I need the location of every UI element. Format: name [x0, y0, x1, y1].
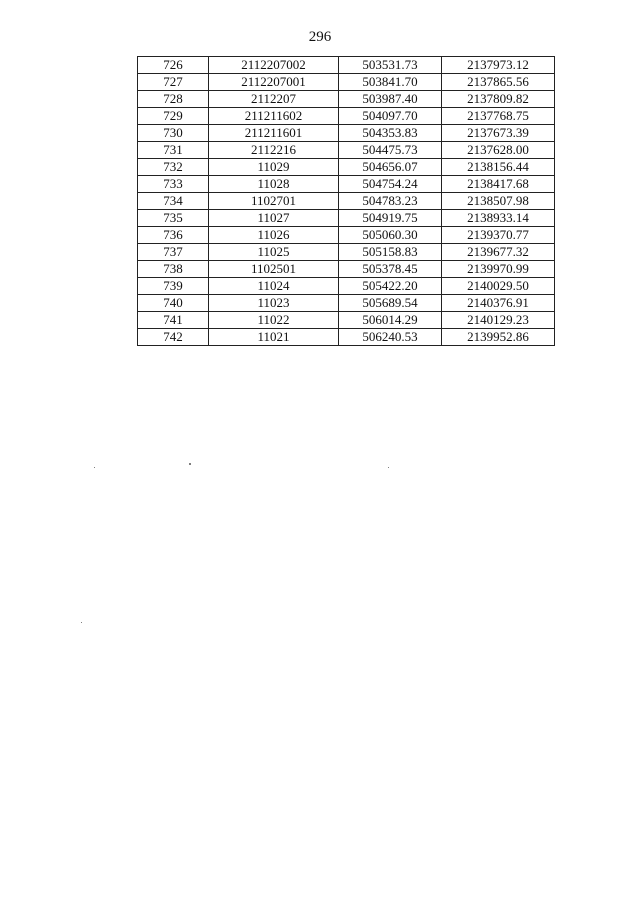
point-code-cell: 1102501 — [209, 261, 339, 278]
point-code-cell: 211211601 — [209, 125, 339, 142]
x-coordinate-cell: 503531.73 — [339, 57, 442, 74]
table-row — [138, 312, 555, 329]
x-coordinate-cell: 505689.54 — [339, 295, 442, 312]
scan-speck — [388, 467, 389, 468]
scan-speck — [81, 622, 82, 623]
table-row — [138, 57, 555, 74]
point-number-cell: 736 — [138, 227, 209, 244]
x-coordinate-cell: 504475.73 — [339, 142, 442, 159]
x-coordinate-cell: 504353.83 — [339, 125, 442, 142]
point-number-cell: 729 — [138, 108, 209, 125]
point-number-cell: 742 — [138, 329, 209, 346]
y-coordinate-cell: 2139677.32 — [442, 244, 555, 261]
table-row — [138, 74, 555, 91]
table-row — [138, 210, 555, 227]
point-code-cell: 2112207002 — [209, 57, 339, 74]
point-code-cell: 2112216 — [209, 142, 339, 159]
point-code-cell: 11026 — [209, 227, 339, 244]
x-coordinate-cell: 504097.70 — [339, 108, 442, 125]
y-coordinate-cell: 2137973.12 — [442, 57, 555, 74]
table-row — [138, 329, 555, 346]
point-code-cell: 11022 — [209, 312, 339, 329]
y-coordinate-cell: 2138156.44 — [442, 159, 555, 176]
table-row — [138, 193, 555, 210]
point-code-cell: 11027 — [209, 210, 339, 227]
x-coordinate-cell: 504656.07 — [339, 159, 442, 176]
x-coordinate-cell: 503987.40 — [339, 91, 442, 108]
point-number-cell: 738 — [138, 261, 209, 278]
x-coordinate-cell: 506014.29 — [339, 312, 442, 329]
y-coordinate-cell: 2140129.23 — [442, 312, 555, 329]
x-coordinate-cell: 503841.70 — [339, 74, 442, 91]
point-number-cell: 733 — [138, 176, 209, 193]
point-code-cell: 1102701 — [209, 193, 339, 210]
table-row — [138, 159, 555, 176]
point-number-cell: 730 — [138, 125, 209, 142]
y-coordinate-cell: 2137809.82 — [442, 91, 555, 108]
table-row — [138, 244, 555, 261]
y-coordinate-cell: 2138417.68 — [442, 176, 555, 193]
point-number-cell: 726 — [138, 57, 209, 74]
x-coordinate-cell: 504919.75 — [339, 210, 442, 227]
point-code-cell: 11023 — [209, 295, 339, 312]
y-coordinate-cell: 2137768.75 — [442, 108, 555, 125]
point-code-cell: 2112207001 — [209, 74, 339, 91]
point-number-cell: 741 — [138, 312, 209, 329]
y-coordinate-cell: 2140029.50 — [442, 278, 555, 295]
point-number-cell: 728 — [138, 91, 209, 108]
point-number-cell: 734 — [138, 193, 209, 210]
table-row — [138, 261, 555, 278]
y-coordinate-cell: 2139952.86 — [442, 329, 555, 346]
point-code-cell: 2112207 — [209, 91, 339, 108]
y-coordinate-cell: 2137673.39 — [442, 125, 555, 142]
point-number-cell: 739 — [138, 278, 209, 295]
point-code-cell: 11028 — [209, 176, 339, 193]
y-coordinate-cell: 2140376.91 — [442, 295, 555, 312]
table-row — [138, 142, 555, 159]
y-coordinate-cell: 2138507.98 — [442, 193, 555, 210]
x-coordinate-cell: 505422.20 — [339, 278, 442, 295]
point-number-cell: 735 — [138, 210, 209, 227]
point-code-cell: 11024 — [209, 278, 339, 295]
point-code-cell: 211211602 — [209, 108, 339, 125]
coordinates-table — [137, 56, 555, 346]
point-number-cell: 731 — [138, 142, 209, 159]
table-row — [138, 295, 555, 312]
scan-speck — [94, 467, 95, 468]
table-row — [138, 125, 555, 142]
table-row — [138, 278, 555, 295]
coordinates-table-body — [138, 57, 555, 346]
table-row — [138, 176, 555, 193]
y-coordinate-cell: 2139970.99 — [442, 261, 555, 278]
y-coordinate-cell: 2137865.56 — [442, 74, 555, 91]
point-number-cell: 737 — [138, 244, 209, 261]
point-number-cell: 740 — [138, 295, 209, 312]
table-row — [138, 108, 555, 125]
x-coordinate-cell: 504783.23 — [339, 193, 442, 210]
scan-speck — [189, 463, 191, 465]
table-row — [138, 91, 555, 108]
x-coordinate-cell: 504754.24 — [339, 176, 442, 193]
table-row — [138, 227, 555, 244]
page-number: 296 — [308, 29, 332, 45]
point-code-cell: 11029 — [209, 159, 339, 176]
point-code-cell: 11025 — [209, 244, 339, 261]
y-coordinate-cell: 2139370.77 — [442, 227, 555, 244]
y-coordinate-cell: 2138933.14 — [442, 210, 555, 227]
x-coordinate-cell: 505158.83 — [339, 244, 442, 261]
x-coordinate-cell: 505378.45 — [339, 261, 442, 278]
point-number-cell: 727 — [138, 74, 209, 91]
point-code-cell: 11021 — [209, 329, 339, 346]
x-coordinate-cell: 505060.30 — [339, 227, 442, 244]
x-coordinate-cell: 506240.53 — [339, 329, 442, 346]
y-coordinate-cell: 2137628.00 — [442, 142, 555, 159]
point-number-cell: 732 — [138, 159, 209, 176]
